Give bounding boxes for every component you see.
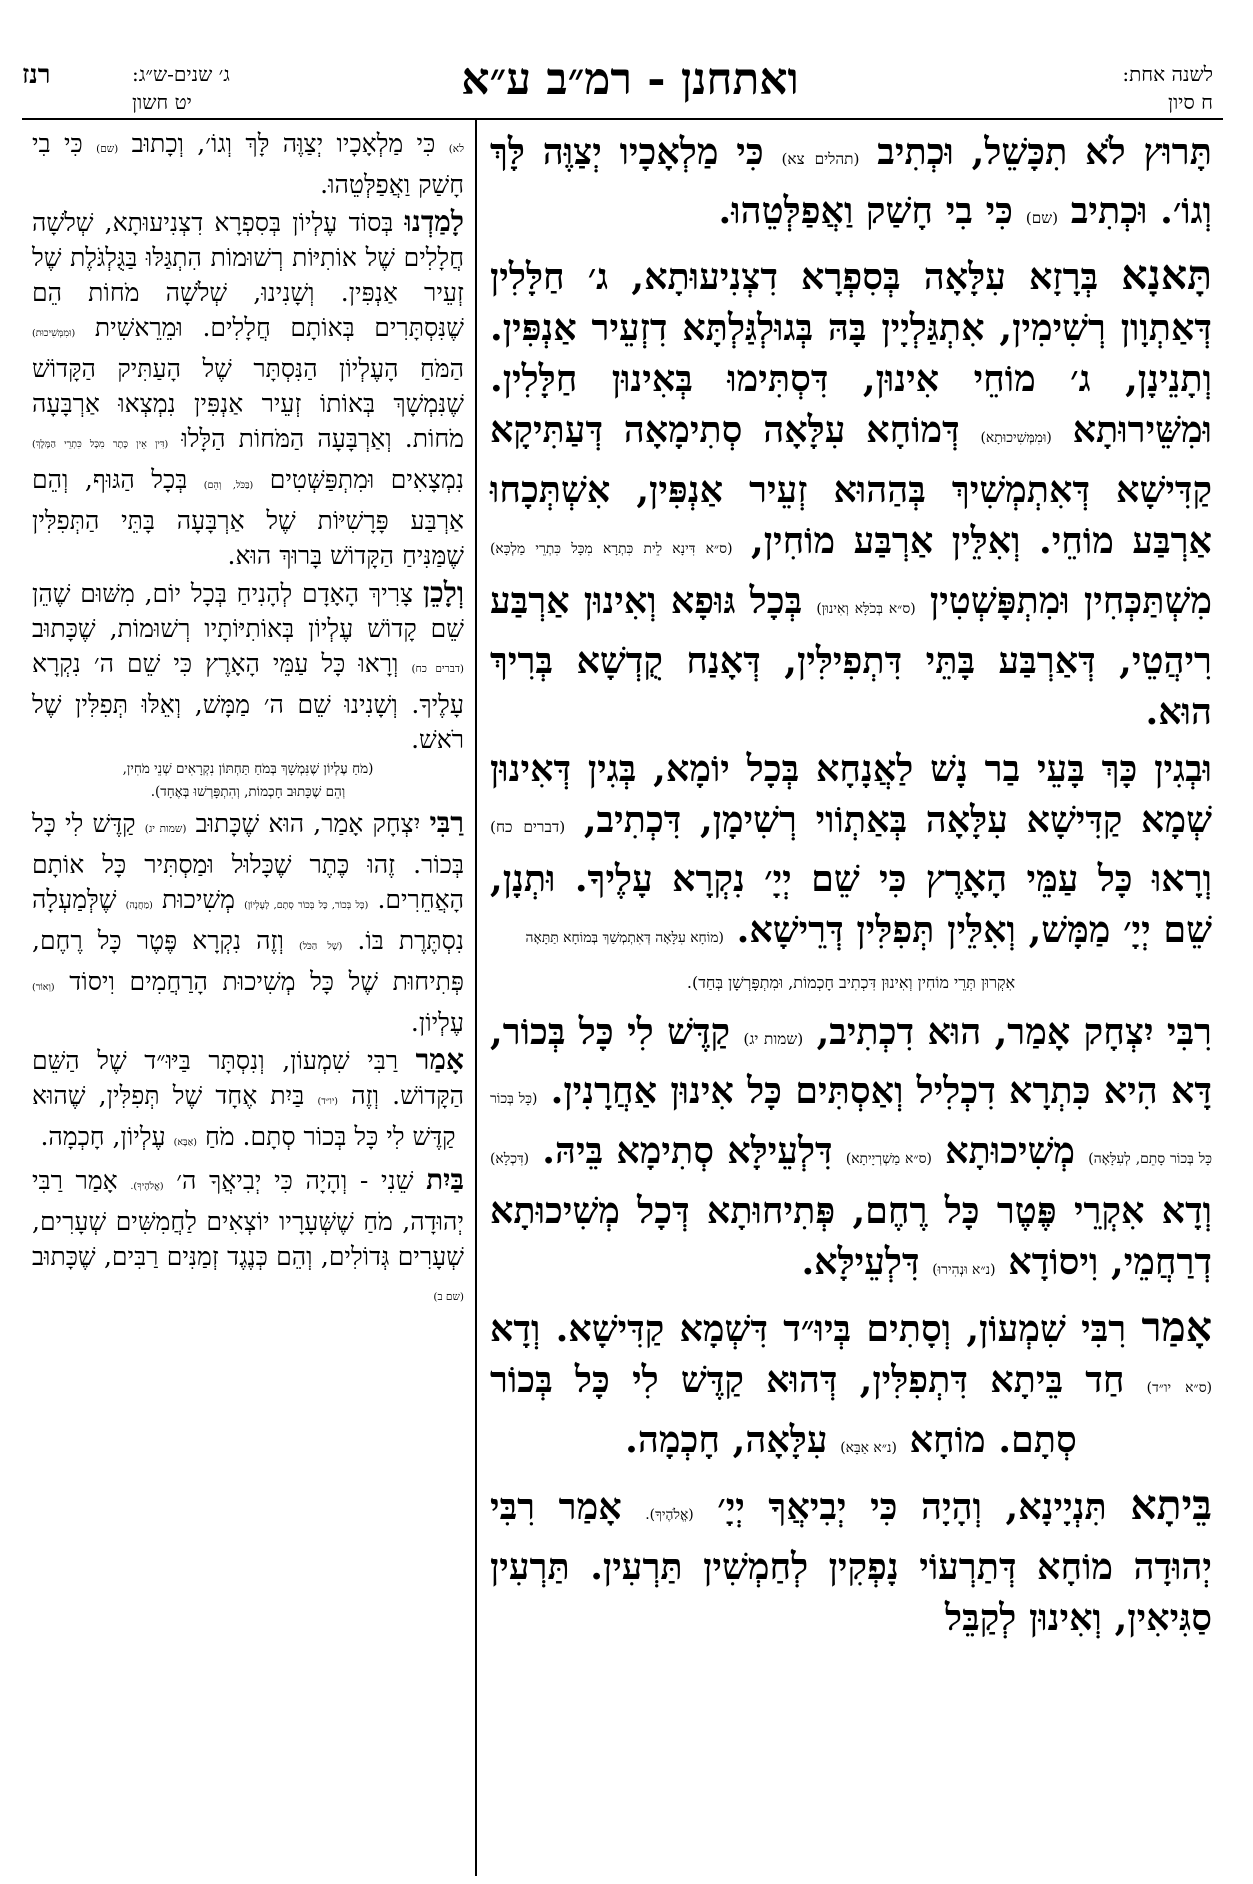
header-rule <box>22 118 1223 120</box>
main-text: כִּי בִי חָשַׁק וַאֲפַלְּטֵהוּ. <box>718 189 1013 232</box>
side-text: שֵׁנִי - וְהָיָה כִּי יְבִיאֲךָ ה׳ <box>176 1166 414 1195</box>
paragraph-lead-word: וְלָכֵן <box>422 576 465 609</box>
paragraph-lead-word: רַבִּי <box>429 806 465 839</box>
side-text: הַמֹּחַ הָעֶלְיוֹן הַנִּסְתָּר שֶׁל הָעַתִּיק הַקָּדוֹשׁ שֶׁנִּמְשָׁךְ בְּאוֹתוֹ זְעֵיר אַנְפִּין נִמְצְאוּ אַרְבָּעָה מֹחוֹת. וְאַרְבָּעָה הַמֹּחוֹת הַלָּלוּ <box>32 354 464 453</box>
side-text: קַדֶּשׁ לִי כָּל בְּכוֹר. זֶהוּ כֶּתֶר שֶׁכָּלוּל וּמַסְתִּיר כָּל אוֹתָם הָאֲחֵרִים. <box>32 809 465 914</box>
main-text: עִלָּאָה, חָכְמָה. <box>625 1418 828 1461</box>
side-text: רַבִּי שִׁמְעוֹן, וְנִסְתָּר בַּיּוּ״ד שֶׁל הַשֵּׁם הַקָּדוֹשׁ. וְזֶה <box>32 1046 465 1110</box>
source-reference: (דברים כח) <box>411 663 464 675</box>
variant-reading: (דִּכְלָא) <box>490 1151 530 1167</box>
side-text: בְּכָל הַגּוּף, וְהֵם אַרְבַּע פָּרָשִׁיּוֹת שֶׁל אַרְבָּעָה בָּתֵּי הַתְּפִלִּין שֶׁמַּנִּיחַ הַקָּדוֹשׁ בָּרוּךְ הוּא. <box>32 465 464 570</box>
main-text: דִּלְעֵילָּא. <box>801 1240 920 1283</box>
side-note-1: (מֹחַ עֶלְיוֹן שֶׁנִּמְשָׁךְ בְּמֹחַ תַּחְתּוֹן נִקְרָאִים שְׁנֵי מֹחִין, <box>122 761 374 777</box>
main-text: וְרָאוּ כָּל עַמֵּי הָאָרֶץ כִּי שֵׁם יְיָ׳ נִקְרָא עָלֶיךָ. וּתְנָן, שֵׁם יְיָ׳ מַמָּשׁ, וְאִלֵּין תְּפִלִּין דְּרֵישָׁא. <box>490 857 1212 951</box>
variant-reading: (כָּל בְּכוֹר כָּל בְּכוֹר סָתֵם, לְעִלָּאָה) <box>490 1091 1212 1167</box>
main-text: כִּי מַלְאָכָיו יְצַוֶּה לָּךְ וְגוֹ׳. וּכְתִיב <box>490 130 1212 232</box>
main-paragraph-5 <box>490 1302 1212 1474</box>
main-text: דְּמוֹחָא עִלָּאָה סְתִימָאָה דְּעַתִּיקָא קַדִּישָׁא דְּאִתְמְשִׁיךְ בְּהַהוּא זְעֵיר אַנְפִּין, אִשְׁתְּכָחוּ אַרְבַּע מוֹחֵי. וְאִלֵּין אַרְבַּע מוֹחִין, <box>490 408 1212 562</box>
column-divider <box>475 120 477 1876</box>
source-reference: (שמות יג) <box>743 1030 804 1048</box>
variant-reading: (ס״א יו״ד) <box>1146 1380 1212 1396</box>
main-text: רִבִּי יִצְחָק אָמַר, הוּא דִכְתִיב, <box>816 1010 1212 1053</box>
side-text: בְּסוֹד עֶלְיוֹן בְּסִפְרָא דִצְנִיעוּתָא, שְׁלֹשָׁה חֲלָלִים שֶׁל אוֹתִיּוֹת רְשׁוּמוֹת הִתְגַּלּוּ בַּגֻּלְגֹּלֶת שֶׁל זְעֵיר אַנְפִּין. וְשָׁנִינוּ, שְׁלֹשָׁה מֹחוֹת הֵם שֶׁנִּסְתָּרִים בְּאוֹתָם חֲלָלִים. וּמֵרֵאשִׁית <box>32 208 464 342</box>
variant-reading: (ס״א מַשְׁרְיָיתָא) <box>845 1151 932 1167</box>
header-left-info <box>132 60 302 116</box>
main-text: וּבְגִין כָּךְ בָּעֵי בַר נָשׁ לַאֲנָחָא בְּכָל יוֹמָא, בְּגִין דְּאִינוּן שְׁמָא קַדִּישָׁא עִלָּאָה בְּאַתְוֹוי רְשִׁימָן, דִּכְתִיב, <box>490 747 1212 841</box>
main-text: תִּנְיָינָא, וְהָיָה כִּי יְבִיאֲךָ יְיָ׳ <box>717 1485 1107 1528</box>
side-text: כִּי מַלְאָכָיו יְצַוֶּה לָּךְ וְגוֹ׳, וְכָתוּב <box>131 129 436 158</box>
main-text: תָּרוּץ לֹא תִכָּשֵׁל, וּכְתִיב <box>877 130 1212 173</box>
side-text: עֶלְיוֹן. <box>410 1008 464 1037</box>
side-text: מְשִׁיכוּת <box>162 885 235 914</box>
paragraph-lead-word: אָמַר <box>1141 1303 1212 1351</box>
main-text: וְדָא אִקְרֵי פֶּטֶר כָּל רֶחֶם, פְּתִיחוּתָא דְּכָל מְשִׁיכוּתָא דְרַחֲמֵי, וִיסוֹדָא <box>490 1189 1212 1283</box>
side-text: אָמַר רַבִּי יְהוּדָה, מֹחַ שֶׁשְּׁעָרָיו יוֹצְאִים לַחֲמִשִּׁים שְׁעָרִים, שְׁעָרִים גְּדוֹלִים, וְהֵם כְּנֶגֶד זְמַנִּים רַבִּים, שֶׁכָּתוּב <box>32 1166 464 1271</box>
variant-reading: (מוֹחָא עִלָּאָה דְּאִתְמְשַׁךְ בְּמוֹחָא תַּתָּאָה <box>525 930 724 946</box>
main-text-column <box>490 126 1212 1649</box>
page-title: ואתחנן - רמ״ב ע״א <box>461 54 799 105</box>
side-paragraph-6 <box>32 1162 464 1315</box>
translation-column <box>32 126 464 1317</box>
variant-reading: (וּמִמְּשִׁיכוּת) <box>32 328 76 339</box>
side-text: שֶׁלְּמַעְלָה נִסְתֶּרֶת בּוֹ. <box>32 885 464 955</box>
side-text: וְרָאוּ כָּל עַמֵּי הָאָרֶץ כִּי שֵׁם ה׳ נִקְרָא עָלֶיךָ. וְשָׁנִינוּ שֵׁם ה׳ מַמָּשׁ, וְאֵלּוּ תְּפִלִּין שֶׁל רֹאשׁ. <box>32 649 464 754</box>
side-text: יִצְחָק אָמַר, הוּא שֶׁכָּתוּב <box>195 809 421 838</box>
side-text: בַּיִת אֶחָד שֶׁל תְּפִלִּין, שֶׁהוּא קַדֶּשׁ לִי כָּל בְּכוֹר סְתָם. מֹחַ <box>32 1081 456 1151</box>
source-reference: (שם) <box>1025 209 1059 227</box>
header-right-info <box>1023 60 1213 116</box>
variant-reading: (מַחֲנֶה) <box>125 900 153 911</box>
main-text: חַד בֵּיתָא דִּתְפִלִּין, דְּהוּא קַדֶּשׁ לִי כָּל בְּכוֹר סְתָם. מוֹחָא <box>490 1358 1125 1461</box>
variant-reading: (אֱלֹהֶיךָ). <box>645 1507 694 1523</box>
header-left-line2: יט חשון <box>132 90 192 114</box>
source-reference: (תהלים צא) <box>781 150 860 168</box>
main-paragraph-3 <box>490 743 1212 964</box>
variant-reading: (נ״א וּנְהִירוּ) <box>932 1262 996 1278</box>
main-paragraph-1 <box>490 126 1212 244</box>
side-note-2: וְהֵם שֶׁכָּתוּב חָכְמוֹת, וְהִתְפָּרְשׁוּ בְּאֶחָד). <box>150 784 346 800</box>
main-text: מְשִׁיכוּתָא <box>945 1129 1076 1172</box>
paragraph-lead-word: אָמַר <box>415 1043 464 1076</box>
source-reference: (שמות יג) <box>144 823 187 835</box>
variant-reading: (שֶׁל הַכֹּל) <box>299 941 343 952</box>
side-paragraph-4 <box>32 805 464 1040</box>
side-paragraph-1 <box>32 126 464 202</box>
paragraph-lead-word: בֵּיתָא <box>1130 1481 1212 1529</box>
main-paragraph-6 <box>490 1480 1212 1643</box>
source-reference: (שם ב) <box>433 1291 464 1303</box>
side-text: כִּי בִי חָשַׁק וַאֲפַלְּטֵהוּ. <box>32 129 464 199</box>
side-text: צָרִיךְ הָאָדָם לְהָנִיחַ בְּכָל יוֹם, מִשּׁוּם שֶׁהֵן שֵׁם קָדוֹשׁ עֶלְיוֹן בְּאוֹתִיּוֹתָיו רְשׁוּמוֹת, שֶׁכָּתוּב <box>32 579 464 643</box>
source-reference: (דברים כח) <box>490 818 566 836</box>
main-text: רִבִּי שִׁמְעוֹן, וְסָתִים בְּיוּ״ד דִּשְׁמָא קַדִּישָׁא. וְדָא <box>490 1307 1127 1350</box>
variant-reading: (דִּין אֵין כֶּתֶר מִכָּל כִּתְרֵי הַמֶּלֶךְ) <box>32 439 169 450</box>
side-text: עֶלְיוֹן, חָכְמָה. <box>40 1122 166 1151</box>
side-paragraph-3 <box>32 575 464 757</box>
main-text: בְּרָזָא עִלָּאָה בְּסִפְרָא דִצְנִיעוּתָא, ג׳ חַלָּלִין דְּאַתְוָון רְשִׁימִין, אִתְגַּלְיָין בָּהּ בְּגוּלְגַּלְתָּא דִזְעֵיר אַנְפִּין. וְתָנֵינָן, ג׳ מוֹחֵי אִינוּן, דִּסְתִּימוּ בְּאִינוּן חַלָּלִין. וּמִשֵּׁירוּתָא <box>490 255 1212 451</box>
side-paragraph-5 <box>32 1042 464 1160</box>
header-left <box>22 60 262 120</box>
variant-reading: (נ״א אַבָּא) <box>840 1440 897 1456</box>
main-paragraph-2 <box>490 250 1212 737</box>
variant-reading: (אַבָּא) <box>173 1137 198 1148</box>
variant-reading: (בַּכֹּל, וְהֵם) <box>203 480 254 491</box>
main-text: מִשְׁתַּכְּחִין וּמִתְפָּשְׁטִין <box>929 579 1212 622</box>
variant-reading: (ס״א בְּכֹלָּא וְאִינוּן) <box>816 601 916 617</box>
variant-reading: (וּמִמְּשִׁיכוּתָא) <box>980 430 1052 446</box>
header-right-line1: לשנה אחת: <box>1122 62 1213 86</box>
main-paragraph-4 <box>490 1006 1212 1296</box>
source-reference: (שם) <box>96 143 119 155</box>
variant-reading: (אֱלֹהֶיךָ). <box>130 1181 164 1192</box>
header-left-line1: ג׳ שנים-ש״ג: <box>132 62 230 86</box>
paragraph-lead-word: בַּיִת <box>426 1163 465 1196</box>
main-note: אִקְרוּן תְּרֵי מוֹחִין וְאִינוּן דִּכְתִיב חָכְמוֹת, וּמִתְפָּרְשָׁן בְּחַד). <box>686 973 1016 992</box>
main-text: אָמַר רִבִּי יְהוּדָה מוֹחָא דְּתַרְעוֹי נָפְקִין לְחַמְשִׁין תַּרְעִין. תַּרְעִין סַגִּיאִין, וְאִינוּן לְקַבֵּל <box>490 1485 1212 1639</box>
main-text: בְּכָל גּוּפָא וְאִינוּן אַרְבַּע רִיהֲטֵי, דְּאַרְבַּע בָּתֵּי דִּתְפִילִּין, דְּאָנַח קֻדְשָׁא בְּרִיךְ הוּא. <box>490 579 1212 733</box>
main-text: קַדֶּשׁ לִי כָּל בְּכוֹר, דָּא הִיא כִּתְרָא דִכְלִיל וְאַסְתִּים כָּל אִינוּן אַחֲרָנִין. <box>490 1010 1212 1112</box>
variant-reading: (כָּל בְּכוֹר, כָּל בְּכוֹר סְתָם, לָעֶלְיוֹן) <box>244 900 369 911</box>
side-text: נִמְצָאִים וּמִתְפַּשְּׁטִים <box>269 465 464 494</box>
paragraph-lead-word: לָמַדְנוּ <box>404 205 464 238</box>
variant-reading: (וְאוֹר) <box>32 982 55 993</box>
paragraph-lead-word: תָּאנָא <box>1121 251 1212 299</box>
main-text: דִּלְעֵילָּא סְתִימָא בֵּיהּ. <box>542 1129 833 1172</box>
page-number: רנז <box>22 60 51 90</box>
header-right-line2: ח סיון <box>1167 90 1213 114</box>
variant-reading: (ס״א דִּינָא לֵית כִּתְרָא מִכָּל כִּתְרֵי מַלְכָּא) <box>490 541 733 557</box>
note-label: לא) <box>448 143 464 155</box>
variant-reading: (יו״ד) <box>317 1096 339 1107</box>
side-paragraph-2 <box>32 204 464 573</box>
side-text: וְזֶה נִקְרָא פֶּטֶר כָּל רֶחֶם, פְּתִיחוּת שֶׁל כָּל מְשִׁיכוּת הָרַחֲמִים וִיסוֹד <box>32 926 464 996</box>
